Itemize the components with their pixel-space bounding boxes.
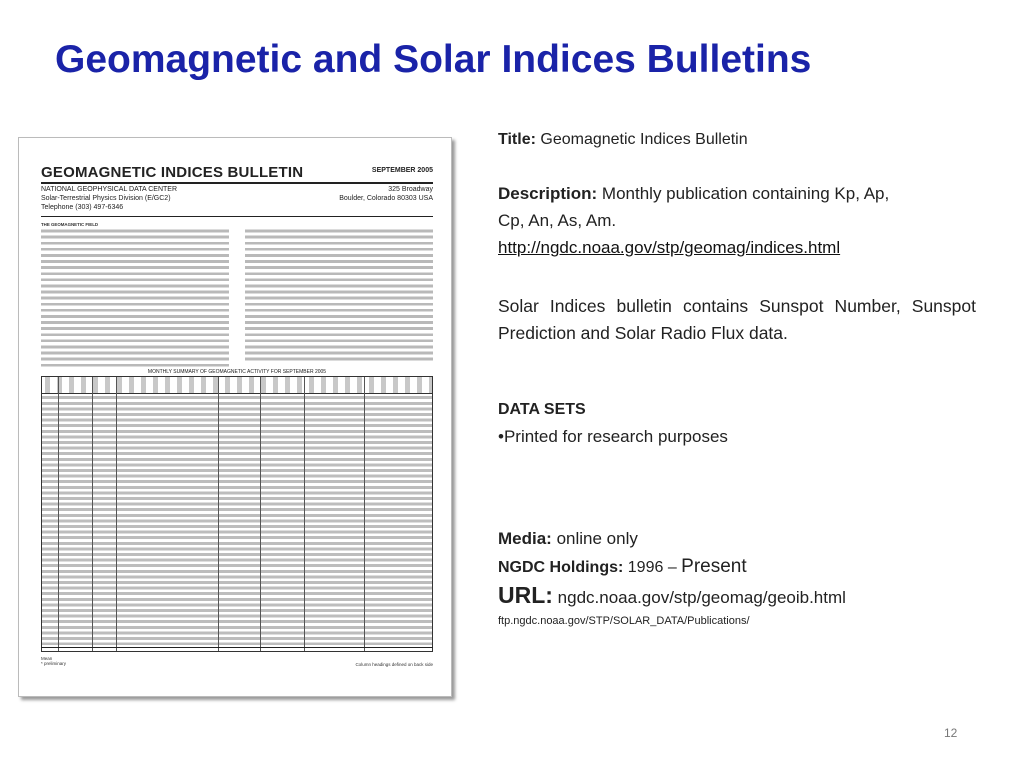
bulletin-rule — [41, 182, 433, 184]
table-divider — [58, 377, 59, 651]
bulletin-org-line: Solar-Terrestrial Physics Division (E/GC2) — [41, 195, 171, 202]
table-divider — [364, 377, 365, 651]
table-divider — [304, 377, 305, 651]
bulletin-org-line: Telephone (303) 497-6346 — [41, 204, 124, 211]
ftp-url[interactable]: ftp.ngdc.noaa.gov/STP/SOLAR_DATA/Publications/ — [498, 615, 750, 627]
bulletin-address-line: 325 Broadway — [388, 186, 433, 193]
media-value: online only — [556, 529, 638, 548]
description-line-1 — [498, 184, 889, 204]
indices-link-text[interactable]: http://ngdc.noaa.gov/stp/geomag/indices.html — [498, 238, 841, 257]
description-value: Monthly publication containing Kp, Ap, — [601, 184, 890, 203]
bulletin-body-text — [245, 228, 433, 362]
bulletin-text-right — [245, 228, 433, 362]
media-line — [498, 529, 638, 549]
bulletin-table-title: MONTHLY SUMMARY OF GEOMAGNETIC ACTIVITY FOR SEPTEMBER 2005 — [147, 369, 327, 375]
bulletin-address-line: Boulder, Colorado 80303 USA — [339, 195, 433, 202]
solar-description: Solar Indices bulletin contains Sunspot Number, Sunspot Prediction and Solar Radio Flux data. — [498, 296, 976, 343]
bulletin-footer-mean: Mean — [41, 656, 53, 661]
bulletin-header — [41, 164, 433, 181]
url-line — [498, 582, 846, 609]
description-label: Description: — [498, 184, 598, 203]
holdings-value: 1996 – — [627, 559, 677, 576]
page-number: 12 — [944, 726, 958, 740]
holdings-line — [498, 556, 747, 578]
bulletin-rule — [41, 216, 433, 217]
indices-link[interactable] — [498, 238, 840, 258]
bulletin-address — [339, 185, 433, 203]
bulletin-section-heading: THE GEOMAGNETIC FIELD — [41, 222, 99, 227]
datasets-label: DATA SETS — [498, 401, 586, 418]
bulletin-rule — [41, 647, 433, 648]
bulletin-footer-note: * preliminary — [41, 661, 67, 666]
description-line-2: Cp, An, As, Am. — [498, 211, 617, 230]
title-value: Geomagnetic Indices Bulletin — [540, 131, 748, 148]
bulletin-table — [41, 376, 433, 652]
bulletin-table-rows — [42, 395, 432, 645]
url-value[interactable]: ngdc.noaa.gov/stp/geomag/geoib.html — [557, 588, 846, 607]
table-divider — [92, 377, 93, 651]
slide-title: Geomagnetic and Solar Indices Bulletins — [55, 38, 812, 81]
bulletin-date: SEPTEMBER 2005 — [371, 167, 433, 174]
bulletin-text-left — [41, 222, 229, 368]
title-label: Title: — [498, 131, 536, 148]
media-label: Media: — [498, 529, 552, 548]
bulletin-org — [41, 185, 177, 212]
title-line — [498, 131, 748, 149]
bulletin-thumbnail — [18, 137, 452, 697]
url-label: URL: — [498, 582, 553, 608]
bulletin-footer — [41, 656, 433, 666]
table-divider — [116, 377, 117, 651]
holdings-present: Present — [681, 556, 747, 577]
bulletin-table-header — [42, 377, 432, 394]
datasets-item: •Printed for research purposes — [498, 427, 728, 446]
bulletin-title: GEOMAGNETIC INDICES BULLETIN — [41, 164, 304, 181]
bulletin-footer-note-right: Column headings defined on back side — [355, 662, 433, 667]
bulletin-body-text — [41, 228, 229, 368]
table-divider — [218, 377, 219, 651]
holdings-label: NGDC Holdings: — [498, 559, 624, 576]
bulletin-org-line: NATIONAL GEOPHYSICAL DATA CENTER — [41, 186, 178, 193]
table-divider — [260, 377, 261, 651]
